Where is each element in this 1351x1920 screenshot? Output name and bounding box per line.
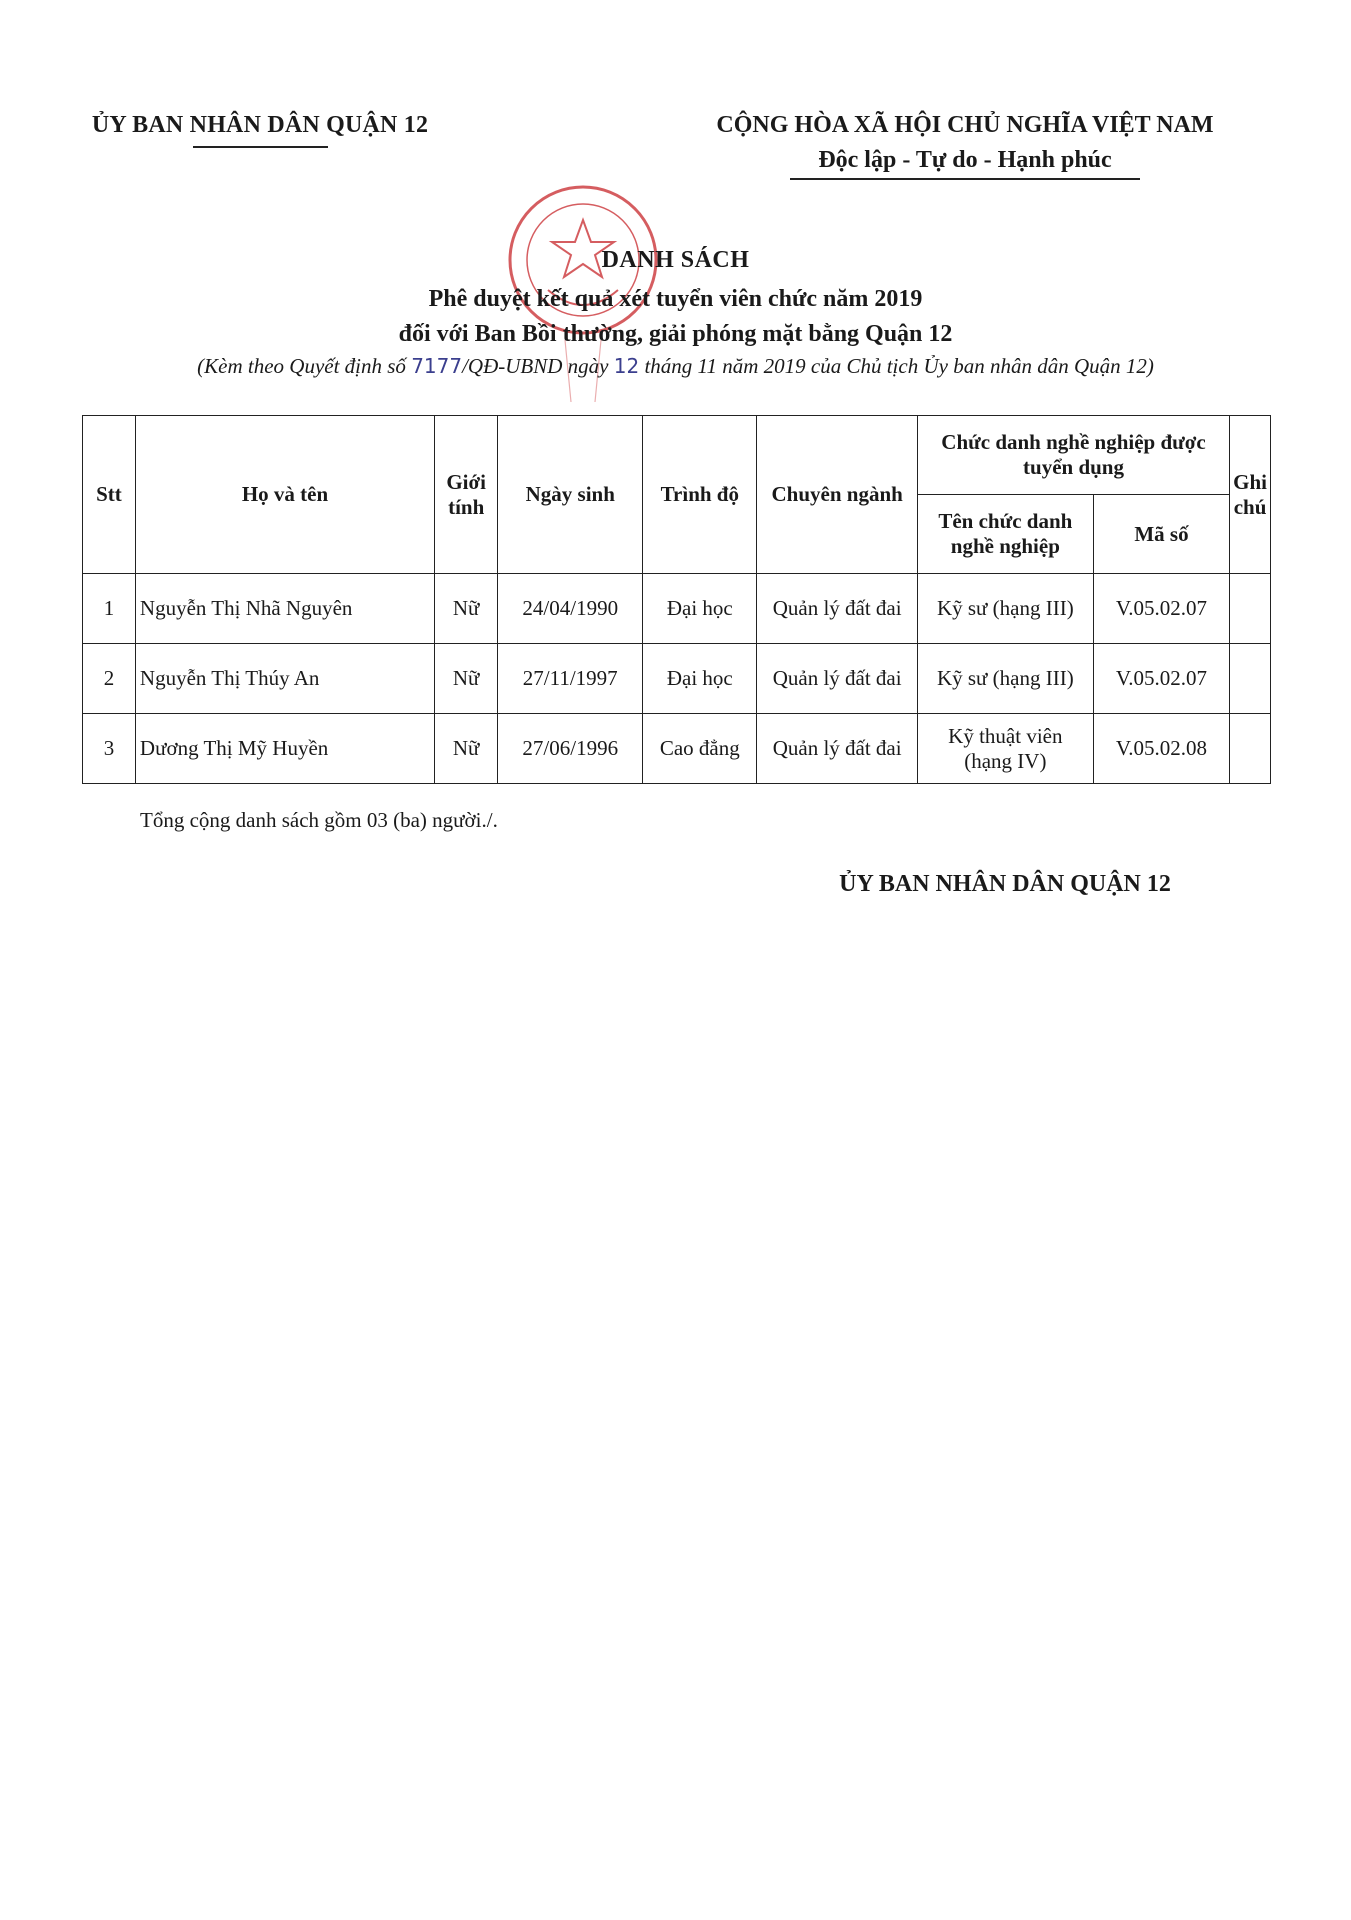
cell-position: Kỹ sư (hạng III) — [917, 644, 1093, 714]
cell-note — [1230, 644, 1271, 714]
header-name: Họ và tên — [135, 416, 434, 574]
issuing-agency-block — [60, 112, 460, 148]
cell-gender: Nữ — [435, 714, 498, 784]
header-major: Chuyên ngành — [757, 416, 917, 574]
header-gender: Giới tính — [435, 416, 498, 574]
motto-underline — [790, 178, 1140, 180]
document-title: DANH SÁCH — [601, 247, 750, 273]
cell-name: Nguyễn Thị Thúy An — [135, 644, 434, 714]
header-dob: Ngày sinh — [498, 416, 643, 574]
table-row — [83, 574, 1271, 644]
cell-code: V.05.02.08 — [1093, 714, 1229, 784]
total-summary: Tổng cộng danh sách gồm 03 (ba) người./. — [140, 808, 498, 832]
cell-stt: 2 — [83, 644, 136, 714]
cell-dob: 24/04/1990 — [498, 574, 643, 644]
cell-position: Kỹ thuật viên (hạng IV) — [917, 714, 1093, 784]
handwritten-decision-number: 7177 — [411, 354, 463, 378]
cell-name: Nguyễn Thị Nhã Nguyên — [135, 574, 434, 644]
cell-stt: 1 — [83, 574, 136, 644]
cell-name: Dương Thị Mỹ Huyền — [135, 714, 434, 784]
cell-code: V.05.02.07 — [1093, 574, 1229, 644]
cell-education: Đại học — [643, 574, 757, 644]
document-subtitle-2: đối với Ban Bồi thường, giải phóng mặt bằng Quận 12 — [398, 321, 953, 347]
cell-note — [1230, 574, 1271, 644]
cell-stt: 3 — [83, 714, 136, 784]
handwritten-day: 12 — [613, 354, 640, 378]
national-header — [660, 112, 1270, 180]
cell-position: Kỹ sư (hạng III) — [917, 574, 1093, 644]
header-note: Ghi chú — [1230, 416, 1271, 574]
cell-major: Quản lý đất đai — [757, 714, 917, 784]
header-position-title: Tên chức danh nghề nghiệp — [917, 495, 1093, 574]
attachment-note: (Kèm theo Quyết định số 7177/QĐ-UBND ngày 12 tháng 11 năm 2019 của Chủ tịch Ủy ban nhân dân Quận 12) — [197, 354, 1154, 378]
candidate-table — [82, 415, 1271, 784]
issuing-agency: ỦY BAN NHÂN DÂN QUẬN 12 — [91, 112, 429, 138]
national-title: CỘNG HÒA XÃ HỘI CHỦ NGHĨA VIỆT NAM — [716, 112, 1214, 138]
header-stt: Stt — [83, 416, 136, 574]
cell-education: Cao đẳng — [643, 714, 757, 784]
cell-dob: 27/06/1996 — [498, 714, 643, 784]
cell-code: V.05.02.07 — [1093, 644, 1229, 714]
national-motto: Độc lập - Tự do - Hạnh phúc — [818, 147, 1112, 173]
header-education: Trình độ — [643, 416, 757, 574]
cell-education: Đại học — [643, 644, 757, 714]
document-subtitle: Phê duyệt kết quả xét tuyển viên chức năm 2019 — [428, 286, 923, 312]
cell-gender: Nữ — [435, 574, 498, 644]
table-row — [83, 714, 1271, 784]
header-code: Mã số — [1093, 495, 1229, 574]
document-title-block — [0, 247, 1351, 379]
cell-major: Quản lý đất đai — [757, 574, 917, 644]
cell-major: Quản lý đất đai — [757, 644, 917, 714]
cell-note — [1230, 714, 1271, 784]
table-row — [83, 644, 1271, 714]
signature-block: ỦY BAN NHÂN DÂN QUẬN 12 — [839, 871, 1171, 897]
cell-dob: 27/11/1997 — [498, 644, 643, 714]
cell-gender: Nữ — [435, 644, 498, 714]
agency-underline — [193, 146, 328, 148]
header-position-group: Chức danh nghề nghiệp được tuyển dụng — [917, 416, 1229, 495]
